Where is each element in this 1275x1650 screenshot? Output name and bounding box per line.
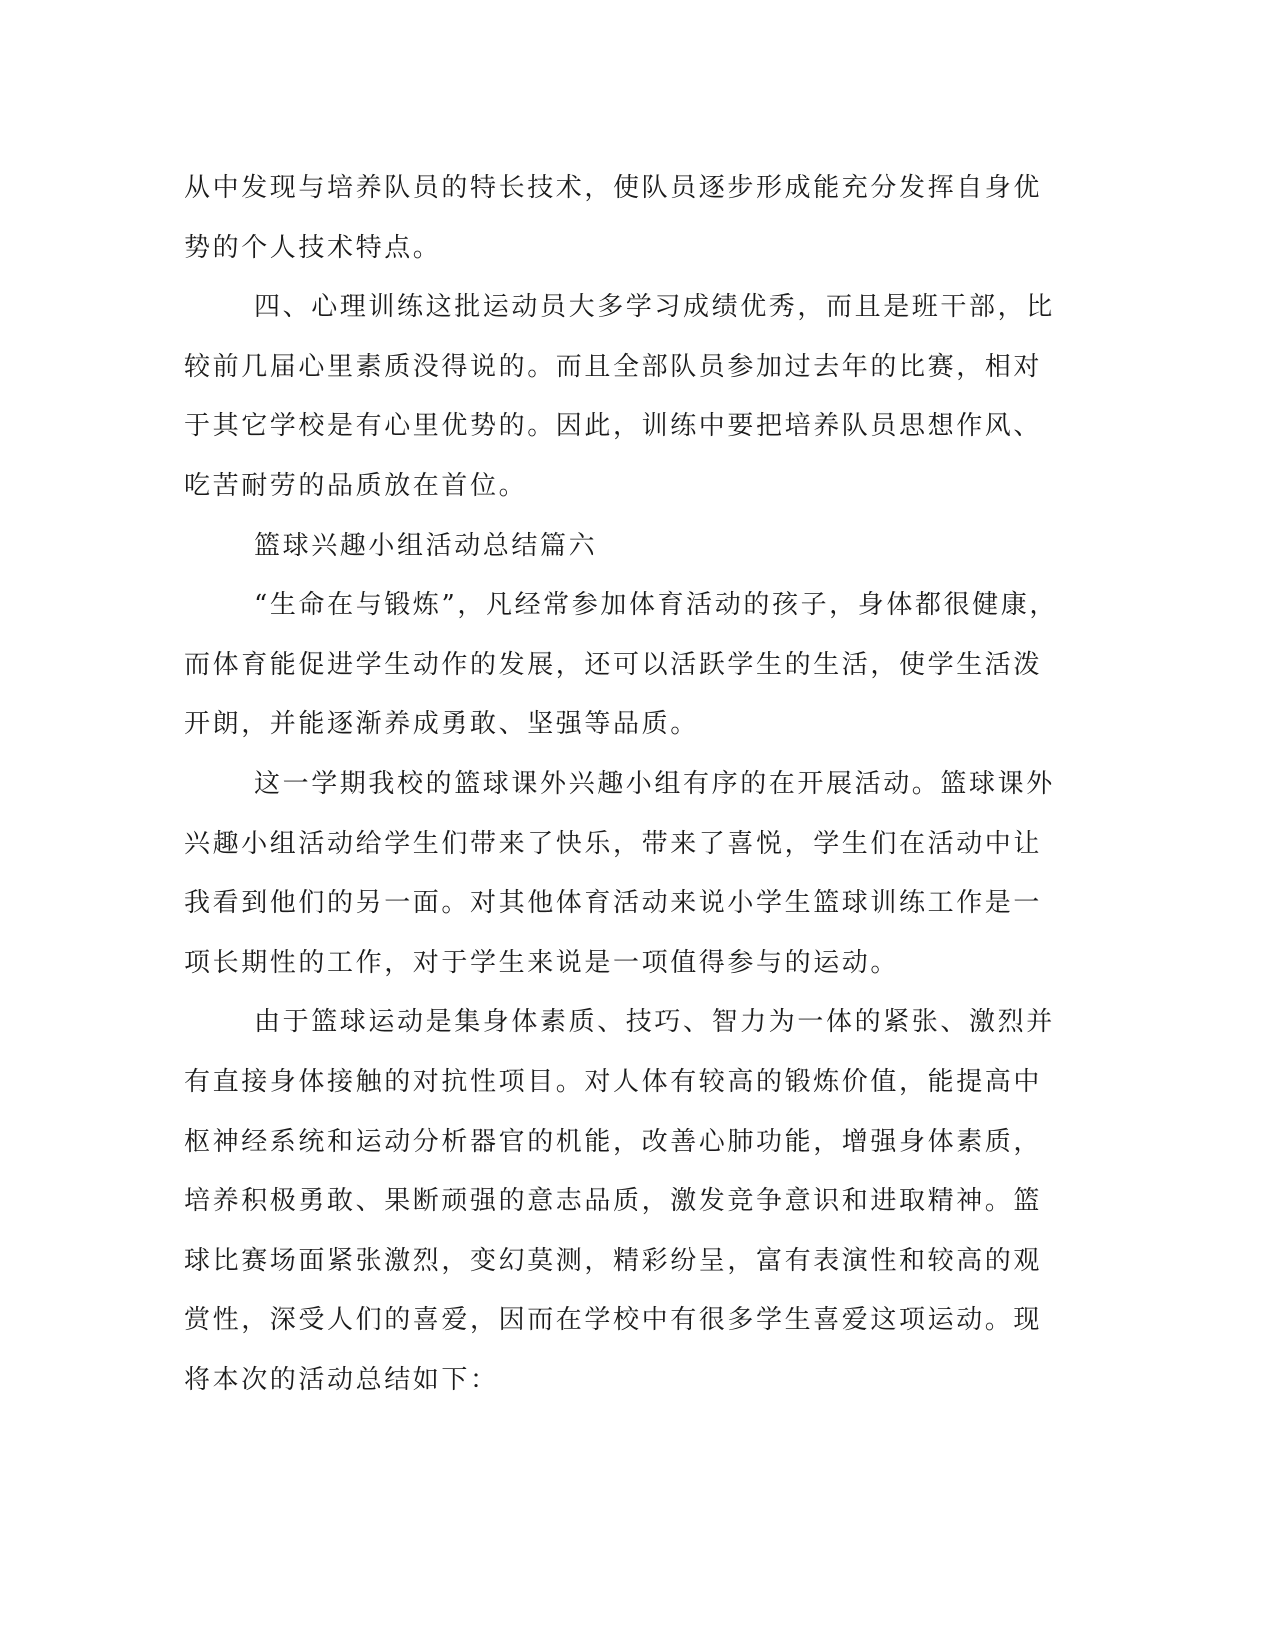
- text-line: 我看到他们的另一面。对其他体育活动来说小学生篮球训练工作是一: [184, 888, 1043, 919]
- text-line: 较前几届心里素质没得说的。而且全部队员参加过去年的比赛，相对: [184, 351, 1043, 382]
- text-line: 开朗，并能逐渐养成勇敢、坚强等品质。: [184, 709, 699, 740]
- text-line: 球比赛场面紧张激烈，变幻莫测，精彩纷呈，富有表演性和较高的观: [184, 1245, 1043, 1276]
- document-body: [184, 159, 1058, 1410]
- text-line: 于其它学校是有心里优势的。因此，训练中要把培养队员思想作风、: [184, 411, 1043, 442]
- text-line: 而体育能促进学生动作的发展，还可以活跃学生的生活，使学生活泼: [184, 649, 1043, 680]
- text-line: 从中发现与培养队员的特长技术，使队员逐步形成能充分发挥自身优: [184, 173, 1043, 203]
- text-line: 有直接身体接触的对抗性项目。对人体有较高的锻炼价值，能提高中: [184, 1066, 1043, 1097]
- text-line: 将本次的活动总结如下：: [184, 1364, 499, 1395]
- text-line: 项长期性的工作，对于学生来说是一项值得参与的运动。: [184, 947, 900, 978]
- text-line: 吃苦耐劳的品质放在首位。: [184, 470, 528, 501]
- text-line: 由于篮球运动是集身体素质、技巧、智力为一体的紧张、激烈并: [254, 1007, 1055, 1038]
- text-line: “生命在与锻炼”，凡经常参加体育活动的孩子，身体都很健康，: [254, 590, 1058, 621]
- text-line: 势的个人技术特点。: [184, 232, 442, 263]
- text-line: 四、心理训练这批运动员大多学习成绩优秀，而且是班干部，比: [254, 292, 1055, 323]
- section-heading: 篮球兴趣小组活动总结篇六: [254, 530, 598, 561]
- text-line: 赏性，深受人们的喜爱，因而在学校中有很多学生喜爱这项运动。现: [184, 1305, 1043, 1336]
- text-line: 培养积极勇敢、果断顽强的意志品质，激发竞争意识和进取精神。篮: [184, 1186, 1043, 1217]
- text-line: 这一学期我校的篮球课外兴趣小组有序的在开展活动。篮球课外: [254, 768, 1055, 799]
- text-line: 枢神经系统和运动分析器官的机能，改善心肺功能，增强身体素质，: [184, 1126, 1043, 1157]
- text-line: 兴趣小组活动给学生们带来了快乐，带来了喜悦，学生们在活动中让: [184, 828, 1043, 859]
